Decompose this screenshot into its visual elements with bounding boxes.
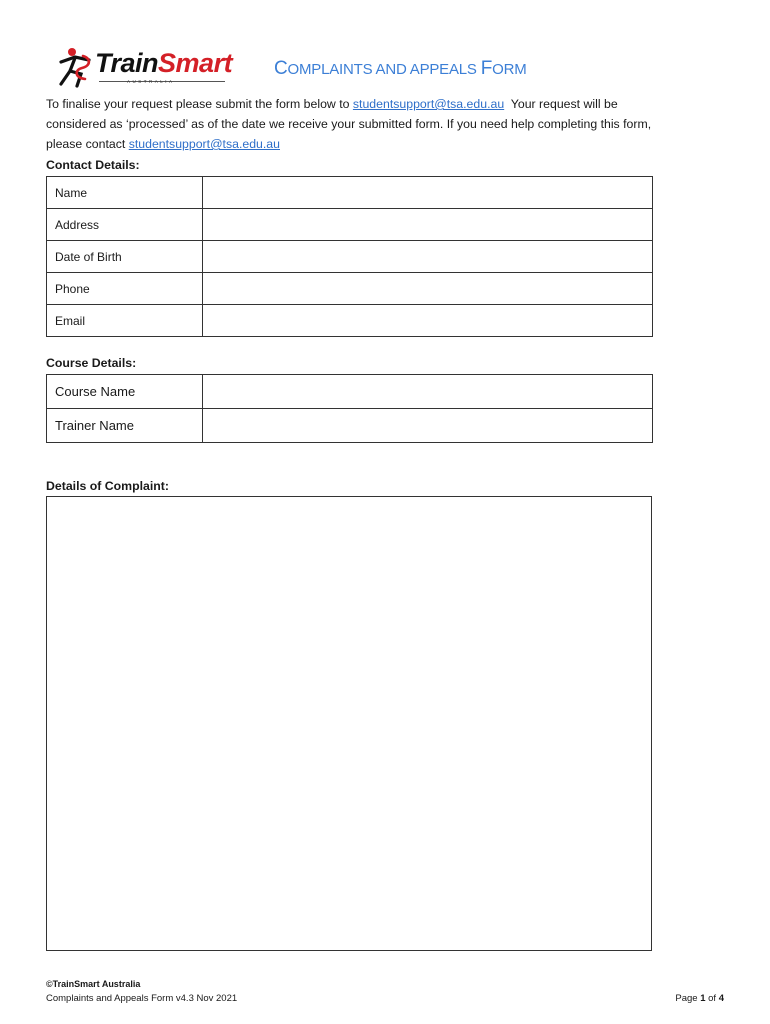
date-of-birth-label: Date of Birth (47, 241, 203, 273)
name-field[interactable] (203, 177, 653, 209)
footer-document-version: Complaints and Appeals Form v4.3 Nov 2021 (46, 993, 238, 1004)
course-name-label: Course Name (47, 375, 203, 409)
course-details-heading: Course Details: (46, 356, 137, 370)
phone-field[interactable] (203, 273, 653, 305)
phone-label: Phone (47, 273, 203, 305)
table-row (47, 305, 653, 337)
runner-figure-icon (55, 46, 97, 90)
page-title: COMPLAINTS AND APPEALS FORM (274, 58, 527, 79)
logo-tagline: AUSTRALIA (127, 79, 175, 84)
trainsmart-logo (55, 46, 233, 92)
address-label: Address (47, 209, 203, 241)
footer-copyright: ©TrainSmart Australia (46, 979, 141, 989)
logo-wordmark: TrainSmart (95, 48, 233, 78)
email-label: Email (47, 305, 203, 337)
course-name-field[interactable] (203, 375, 653, 409)
support-email-link[interactable]: studentsupport@tsa.edu.au (352, 97, 505, 111)
contact-details-table (46, 176, 653, 337)
table-row (47, 409, 653, 443)
table-row (47, 375, 653, 409)
table-row (47, 209, 653, 241)
support-email-link-2[interactable]: studentsupport@tsa.edu.au (128, 137, 280, 151)
address-field[interactable] (203, 209, 653, 241)
complaint-details-heading: Details of Complaint: (46, 479, 169, 493)
trainer-name-field[interactable] (203, 409, 653, 443)
table-row (47, 273, 653, 305)
complaint-details-field[interactable] (46, 496, 652, 951)
table-row (47, 241, 653, 273)
page-number: Page 1 of 4 (675, 993, 724, 1004)
date-of-birth-field[interactable] (203, 241, 653, 273)
email-field[interactable] (203, 305, 653, 337)
trainer-name-label: Trainer Name (47, 409, 203, 443)
intro-paragraph: To finalise your request please submit the form below to studentsupport@tsa.edu.au Your request will be considered as ‘processed’ as of the date we receive your submitted form. If you need help completing this form, please contact studentsupport@tsa.edu.au (46, 97, 652, 151)
contact-details-heading: Contact Details: (46, 158, 140, 172)
course-details-table (46, 374, 653, 443)
table-row (47, 177, 653, 209)
name-label: Name (47, 177, 203, 209)
